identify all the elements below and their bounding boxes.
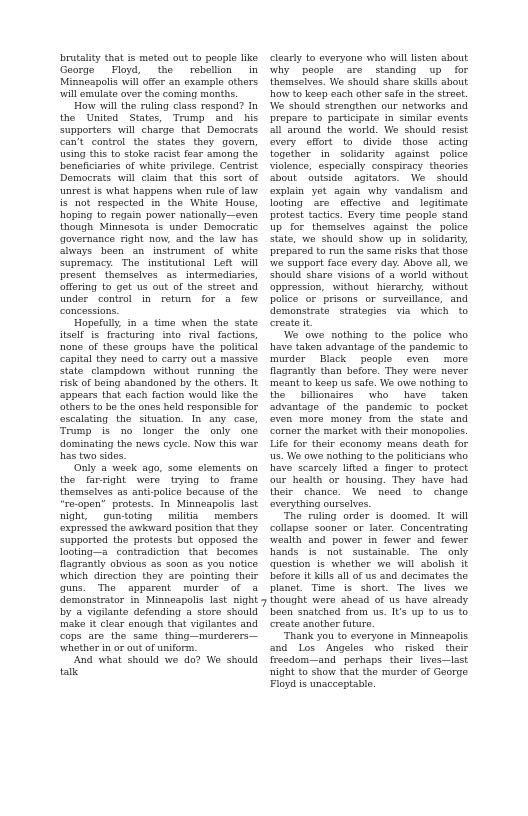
paragraph: brutality that is meted out to people like George Floyd, the rebellion in Minneapolis will offer an example others will emulate over the coming months. (60, 53, 258, 101)
paragraph: Only a week ago, some elements on the far-right were trying to frame themselves as anti-police because of the “re-open” protests. In Minneapolis last night, gun-toting militia members expressed the awkward position that they supported the protests but opposed the looting—a contradiction that becomes flagrantly obvious as soon as you notice which direction they are pointing their guns. The apparent murder of a demonstrator in Minneapolis last night by a vigilante defending a store should make it clear enough that vigilantes and cops are the same thing—murderers—whether in or out of uniform. (60, 462, 258, 655)
paragraph: We owe nothing to the police who have taken advantage of the pandemic to murder Black people even more flagrantly than before. They were never meant to keep us safe. We owe nothing to the billionaires who have taken advantage of the pandemic to pocket even more money from the state and corner the market with their monopolies. Life for their economy means death for us. We owe nothing to the politicians who have scarcely lifted a finger to protect our health or housing. They have had their chance. We need to change everything ourselves. (270, 330, 468, 510)
right-text-column (270, 53, 468, 691)
paragraph: How will the ruling class respond? In the United States, Trump and his supporters will charge that Democrats can’t control the states they govern, using this to stoke racist fear among the beneficiaries of white privilege. Centrist Democrats will claim that this sort of unrest is what happens when rule of law is not respected in the White House, hoping to regain power nationally—even though Minnesota is under Democratic governance right now, and the law has always been an instrument of white supremacy. The institutional Left will present themselves as intermediaries, offering to get us out of the street and under control in return for a few concessions. (60, 101, 258, 317)
paragraph: And what should we do? We should talk (60, 655, 258, 679)
paragraph: The ruling order is doomed. It will collapse sooner or later. Concentrating wealth and power in fewer and fewer hands is not sustainable. The only question is whether we will abolish it before it kills all of us and decimates the planet. Time is short. The lives we thought were ahead of us have already been snatched from us. It’s up to us to create another future. (270, 510, 468, 631)
left-text-column (60, 53, 258, 679)
paragraph: Hopefully, in a time when the state itself is fracturing into rival factions, none of these groups have the political capital they need to carry out a massive state clampdown without running the risk of being abandoned by the others. It appears that each faction would like the others to be the ones held responsible for escalating the situation. In any case, Trump is no longer the only one dominating the news cycle. Now this war has two sides. (60, 318, 258, 462)
page-number: 7 (260, 598, 268, 610)
paragraph: clearly to everyone who will listen about why people are standing up for themselves. We should share skills about how to keep each other safe in the street. We should strengthen our networks and prepare to participate in similar events all around the world. We should resist every effort to divide those acting together in solidarity against police violence, especially conspiracy theories about outside agitators. We should explain yet again why vandalism and looting are effective and legitimate protest tactics. Every time people stand up for themselves against the police state, we should show up in solidarity, prepared to run the same risks that those we support face every day. Above all, we should share visions of a world without oppression, without hierarchy, without police or prisons or surveillance, and demonstrate strategies via which to create it. (270, 53, 468, 330)
paragraph: Thank you to everyone in Minneapolis and Los Angeles who risked their freedom—and perhaps their lives—last night to show that the murder of George Floyd is unacceptable. (270, 631, 468, 691)
